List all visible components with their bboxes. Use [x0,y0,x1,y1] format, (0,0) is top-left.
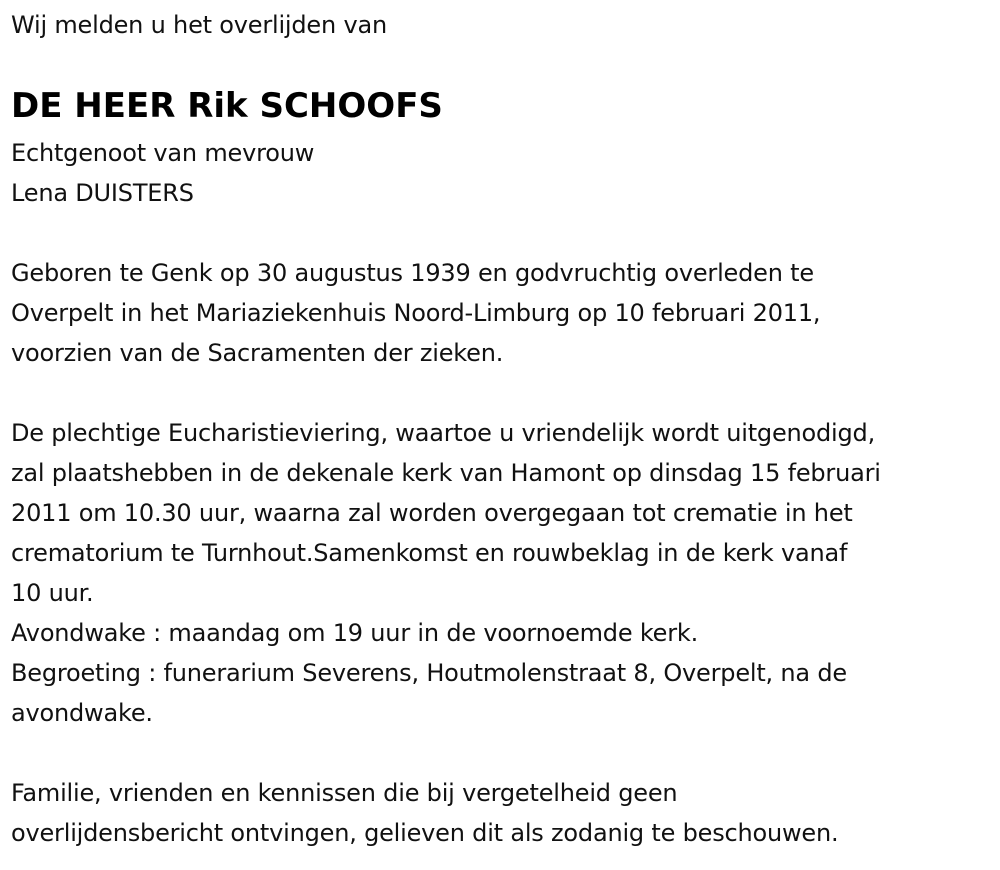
ceremony-line: zal plaatshebben in de dekenale kerk van Hamont op dinsdag 15 februari [11,459,881,487]
closing-section [11,773,838,853]
spouse-section [11,133,314,213]
greeting-line: Begroeting : funerarium Severens, Houtmolenstraat 8, Overpelt, na de [11,659,847,687]
closing-line: overlijdensbericht ontvingen, gelieven dit als zodanig te beschouwen. [11,819,839,847]
birth-line: voorzien van de Sacramenten der zieken. [11,339,504,367]
birth-death-section [11,253,820,373]
ceremony-section [11,413,881,733]
deceased-name-title: DE HEER Rik SCHOOFS [11,86,443,126]
birth-line: Geboren te Genk op 30 augustus 1939 en godvruchtig overleden te [11,259,814,287]
ceremony-line: crematorium te Turnhout.Samenkomst en rouwbeklag in de kerk vanaf [11,539,848,567]
birth-line: Overpelt in het Mariaziekenhuis Noord-Limburg op 10 februari 2011, [11,299,821,327]
closing-line: Familie, vrienden en kennissen die bij vergetelheid geen [11,779,678,807]
intro-section [11,5,387,45]
intro-text: Wij melden u het overlijden van [11,11,387,39]
ceremony-line: 2011 om 10.30 uur, waarna zal worden overgegaan tot crematie in het [11,499,853,527]
spouse-line: Echtgenoot van mevrouw [11,139,315,167]
spouse-line: Lena DUISTERS [11,179,194,207]
greeting-line: avondwake. [11,699,153,727]
ceremony-line: 10 uur. [11,579,94,607]
wake-line: Avondwake : maandag om 19 uur in de voornoemde kerk. [11,619,699,647]
ceremony-line: De plechtige Eucharistieviering, waartoe u vriendelijk wordt uitgenodigd, [11,419,876,447]
